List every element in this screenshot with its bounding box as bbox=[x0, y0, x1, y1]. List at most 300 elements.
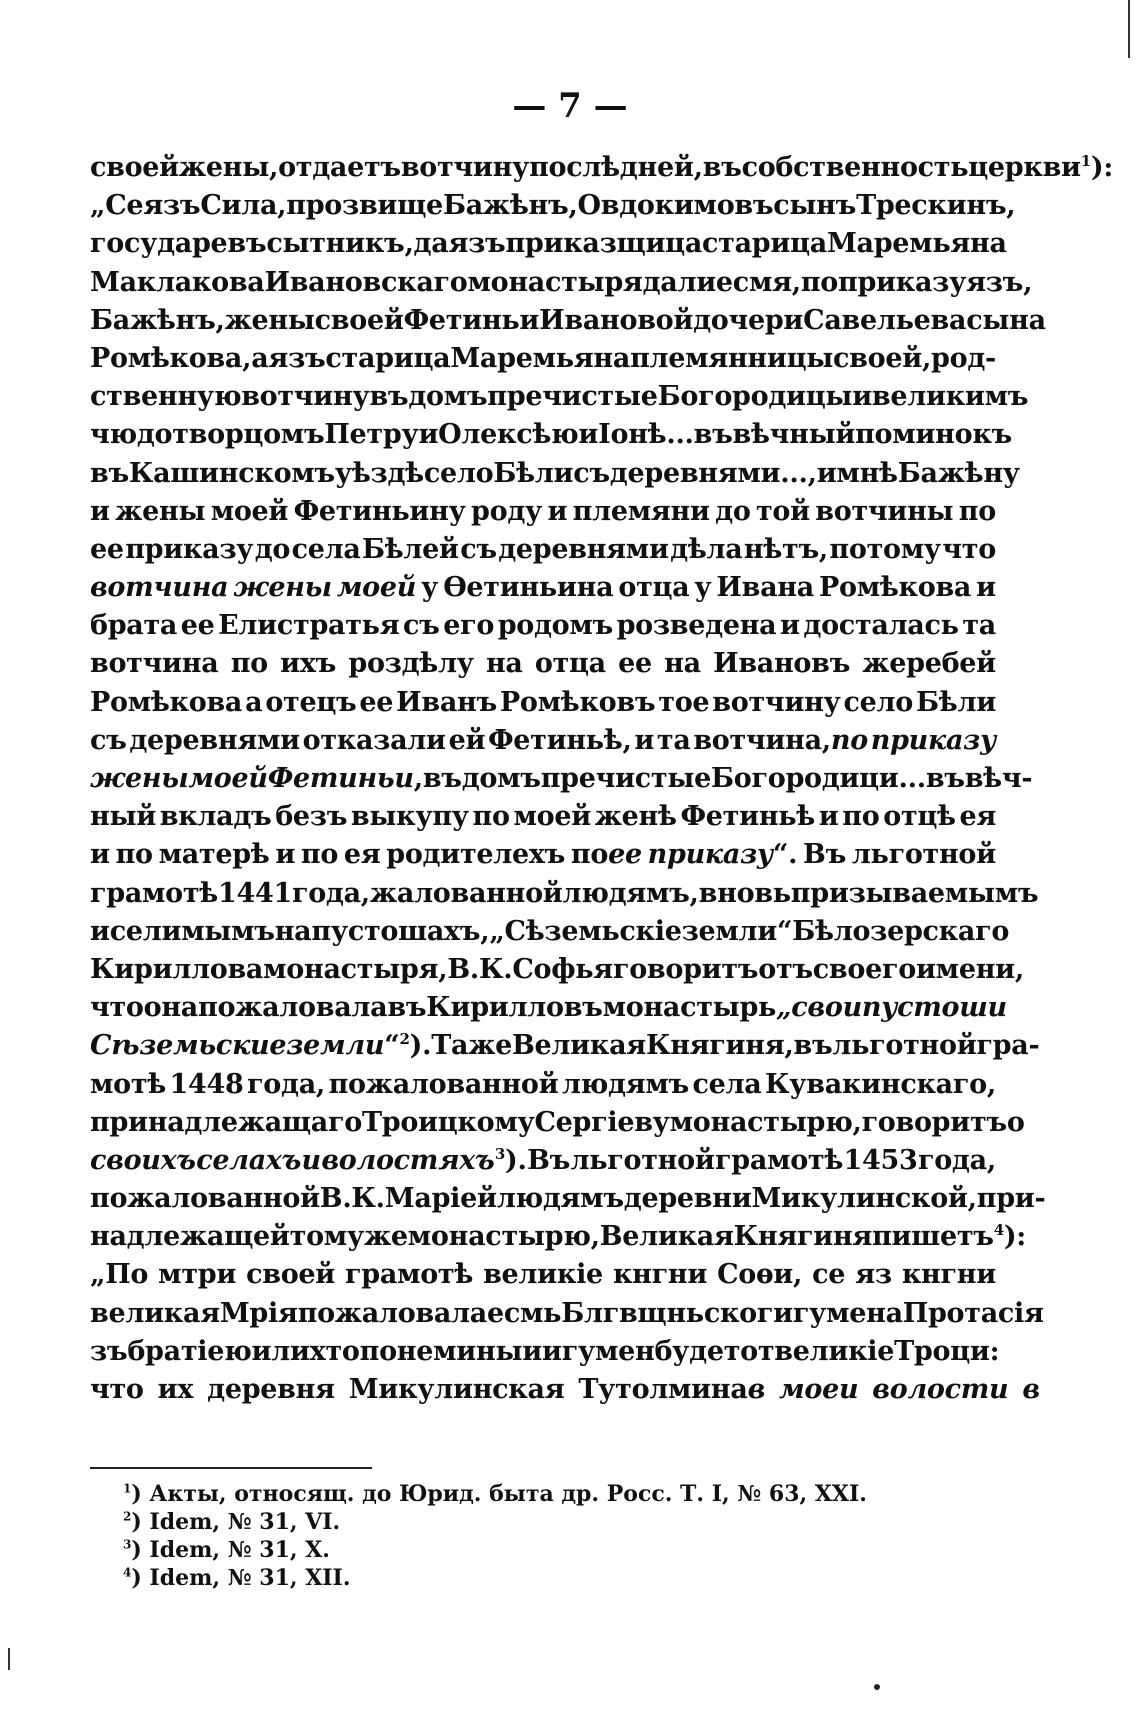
word bbox=[916, 687, 996, 718]
text-run: Фетиньи bbox=[403, 304, 540, 336]
word bbox=[460, 534, 497, 565]
text-run: грамотѣ bbox=[715, 1144, 844, 1176]
text-run: Великая bbox=[512, 1030, 646, 1062]
text-run: уѣздѣ bbox=[334, 457, 424, 489]
word bbox=[385, 1183, 497, 1214]
word bbox=[90, 534, 124, 565]
text-run: та bbox=[962, 610, 996, 642]
text-run: людямъ bbox=[561, 1068, 689, 1100]
text-run: Бажѣнъ, bbox=[90, 304, 225, 336]
word bbox=[468, 1030, 512, 1061]
word bbox=[90, 1030, 286, 1061]
text-run: ): bbox=[1003, 1221, 1026, 1253]
word bbox=[780, 610, 800, 641]
word bbox=[646, 1030, 794, 1061]
text-run: грамотѣ bbox=[90, 877, 218, 909]
text-run: и bbox=[852, 381, 872, 413]
word bbox=[670, 1107, 862, 1138]
word bbox=[462, 763, 541, 794]
word bbox=[827, 228, 1007, 259]
italic-text: и bbox=[301, 1144, 321, 1176]
word bbox=[448, 228, 505, 259]
scan-edge-mark bbox=[1128, 0, 1130, 58]
word bbox=[456, 1336, 542, 1367]
page-number: — 7 — bbox=[512, 86, 628, 126]
text-run: „По bbox=[90, 1259, 149, 1291]
word bbox=[324, 419, 418, 450]
word bbox=[495, 1145, 527, 1176]
text-run: людямъ bbox=[496, 1183, 624, 1215]
text-run: Ивановой bbox=[539, 304, 694, 336]
word bbox=[716, 572, 814, 603]
text-line bbox=[90, 496, 996, 534]
text-run: племяни bbox=[572, 495, 710, 527]
text-run: дѣла bbox=[670, 533, 743, 565]
text-run: отъ bbox=[758, 953, 813, 985]
text-run: сытникъ, bbox=[266, 228, 414, 260]
word bbox=[90, 725, 127, 756]
text-line bbox=[90, 152, 1114, 190]
word bbox=[286, 190, 443, 221]
word bbox=[110, 916, 275, 947]
text-run: ее bbox=[180, 610, 215, 642]
text-line bbox=[90, 1069, 996, 1107]
text-run: роздѣлу bbox=[348, 648, 474, 680]
text-run: жены bbox=[115, 495, 206, 527]
word bbox=[115, 496, 205, 527]
text-run: монастырю, bbox=[407, 1221, 600, 1253]
word bbox=[959, 496, 996, 527]
italic-text: волостяхъ bbox=[321, 1144, 495, 1176]
word bbox=[578, 1374, 765, 1405]
text-run: Бажѣнъ, bbox=[442, 190, 578, 222]
text-run: жеребей bbox=[862, 648, 996, 680]
word bbox=[794, 1030, 833, 1061]
word bbox=[512, 1030, 646, 1061]
word bbox=[90, 1107, 362, 1138]
italic-text: Сѣземьские bbox=[90, 1030, 287, 1062]
text-run: до bbox=[254, 533, 291, 565]
text-run: надлежащей bbox=[90, 1221, 290, 1253]
word bbox=[842, 801, 879, 832]
text-run: , bbox=[413, 763, 423, 794]
text-run: Иванъ bbox=[396, 686, 497, 718]
word bbox=[320, 1183, 352, 1214]
text-run: деревни bbox=[623, 1183, 752, 1215]
word bbox=[926, 763, 965, 794]
text-run: и bbox=[90, 495, 110, 527]
word bbox=[181, 610, 215, 641]
word bbox=[658, 381, 853, 412]
word bbox=[263, 954, 447, 985]
word bbox=[364, 1221, 408, 1252]
text-run: принадлежащаго bbox=[90, 1106, 362, 1138]
word bbox=[774, 1336, 894, 1367]
word bbox=[90, 305, 225, 336]
word bbox=[613, 1259, 707, 1290]
text-run: Ивана bbox=[716, 572, 814, 604]
text-run: потому bbox=[829, 533, 941, 565]
text-run: на bbox=[485, 648, 523, 680]
italic-text: „свои bbox=[776, 992, 862, 1024]
word bbox=[713, 648, 850, 679]
text-run: Троци: bbox=[894, 1335, 1000, 1367]
footnote bbox=[123, 1565, 867, 1593]
word bbox=[265, 687, 356, 718]
word bbox=[959, 801, 996, 832]
text-run: по bbox=[359, 1335, 397, 1367]
text-run: великая bbox=[90, 1297, 220, 1329]
text-run: будет bbox=[654, 1335, 741, 1367]
word bbox=[872, 381, 1028, 412]
text-run: своей, bbox=[833, 342, 932, 374]
text-run: Ромѣкова, bbox=[90, 342, 252, 374]
text-run: и bbox=[634, 724, 655, 756]
text-run: по bbox=[300, 839, 339, 871]
word bbox=[894, 1336, 999, 1367]
word bbox=[595, 801, 677, 832]
text-run: своей bbox=[314, 304, 404, 336]
text-run: тому bbox=[289, 1221, 364, 1253]
text-line bbox=[90, 1145, 996, 1183]
text-run: въ bbox=[793, 1030, 833, 1062]
text-run: своего bbox=[812, 953, 916, 985]
text-run: говоритъ bbox=[861, 1106, 1007, 1138]
text-run: деревнями bbox=[129, 724, 300, 756]
word bbox=[654, 1336, 740, 1367]
word bbox=[369, 381, 408, 412]
word bbox=[819, 572, 971, 603]
word bbox=[246, 1259, 335, 1290]
text-run: и bbox=[780, 610, 800, 642]
text-run: или bbox=[251, 1335, 310, 1367]
word bbox=[715, 496, 750, 527]
text-run: вкладъ bbox=[159, 801, 272, 833]
text-run: дали bbox=[642, 266, 716, 298]
text-run: по bbox=[230, 648, 268, 680]
word bbox=[902, 1259, 996, 1290]
text-run: пожалованной bbox=[328, 1068, 559, 1100]
word bbox=[610, 458, 817, 489]
text-run: игумена bbox=[773, 1297, 903, 1329]
text-run: Ивановскаго bbox=[264, 266, 468, 298]
word bbox=[976, 572, 996, 603]
word bbox=[414, 228, 449, 259]
text-line bbox=[90, 953, 1024, 992]
text-run: яз bbox=[855, 1259, 892, 1291]
word bbox=[321, 1145, 494, 1176]
word bbox=[493, 458, 573, 489]
text-run: домъ bbox=[408, 381, 488, 413]
text-run: Мрія bbox=[219, 1297, 298, 1329]
text-run: женѣ bbox=[594, 801, 677, 833]
word bbox=[872, 1374, 1008, 1405]
text-run: Въ bbox=[527, 1144, 571, 1176]
word bbox=[159, 839, 270, 870]
word bbox=[498, 534, 668, 565]
word bbox=[90, 1336, 127, 1367]
text-run: род- bbox=[931, 342, 996, 374]
word bbox=[883, 801, 955, 832]
text-run: мтри bbox=[158, 1259, 237, 1291]
text-run: и bbox=[275, 839, 296, 871]
text-run: поминокъ bbox=[855, 419, 1012, 451]
word bbox=[578, 419, 598, 450]
word bbox=[773, 190, 856, 221]
text-run: Бѣли bbox=[493, 457, 574, 489]
word bbox=[473, 801, 510, 832]
text-run: К. bbox=[478, 953, 513, 985]
text-run: имени, bbox=[915, 953, 1024, 985]
text-run: старица bbox=[325, 342, 451, 374]
text-line bbox=[90, 687, 996, 725]
text-line bbox=[90, 1259, 996, 1297]
word bbox=[408, 381, 487, 412]
word bbox=[310, 1336, 360, 1367]
text-run: Кашинскомъ bbox=[128, 457, 335, 489]
word bbox=[541, 763, 711, 794]
text-run: вновь bbox=[698, 877, 791, 909]
text-run: есмь bbox=[487, 1297, 562, 1329]
word bbox=[90, 801, 156, 832]
word bbox=[573, 458, 610, 489]
text-run: пожаловала bbox=[297, 1297, 487, 1329]
text-run: Маремьяна bbox=[450, 342, 631, 374]
word bbox=[803, 610, 958, 641]
word bbox=[233, 572, 331, 603]
word bbox=[158, 1259, 236, 1290]
footnote bbox=[123, 1509, 867, 1537]
text-run: деревня bbox=[207, 1374, 335, 1405]
word bbox=[618, 648, 652, 679]
text-run: въ bbox=[90, 457, 129, 489]
word bbox=[871, 725, 996, 756]
word bbox=[512, 954, 613, 985]
word bbox=[744, 534, 828, 565]
italic-text: Фетиньи bbox=[267, 763, 414, 794]
word bbox=[715, 1145, 843, 1176]
body-text bbox=[90, 152, 1114, 1412]
text-run: язъ bbox=[448, 228, 506, 260]
text-line bbox=[90, 190, 1016, 228]
footnote-text: ) Idem, № 31, VI. bbox=[131, 1509, 341, 1535]
text-run: Ромѣкова bbox=[90, 686, 243, 718]
word bbox=[862, 992, 1007, 1023]
word bbox=[618, 572, 689, 603]
text-run: братіею bbox=[127, 1335, 252, 1367]
word bbox=[90, 1259, 148, 1290]
word bbox=[170, 1069, 244, 1100]
word bbox=[603, 992, 862, 1023]
text-line bbox=[90, 419, 1012, 457]
text-run: монастыря, bbox=[263, 953, 448, 985]
text-run: по bbox=[958, 495, 996, 527]
word bbox=[315, 305, 404, 336]
text-run: Елистратья bbox=[218, 610, 400, 642]
text-run: ственную bbox=[90, 381, 242, 413]
word bbox=[657, 725, 691, 756]
word bbox=[90, 343, 251, 374]
word bbox=[733, 419, 856, 450]
word bbox=[218, 610, 399, 641]
text-run: въ bbox=[702, 152, 742, 183]
text-run: тое bbox=[658, 686, 710, 718]
word bbox=[335, 458, 424, 489]
word bbox=[648, 839, 798, 870]
word bbox=[779, 1374, 858, 1405]
text-run: вотчины bbox=[815, 495, 954, 527]
text-run: Ромѣкова bbox=[819, 572, 972, 604]
footnote-text: ) Idem, № 31, XII. bbox=[131, 1565, 351, 1591]
text-run: В. bbox=[447, 953, 479, 985]
text-run: Маклакова bbox=[90, 266, 265, 298]
word bbox=[90, 878, 218, 909]
word bbox=[699, 878, 791, 909]
word bbox=[421, 572, 438, 603]
text-run: Блгвщньског bbox=[561, 1297, 774, 1329]
word bbox=[962, 610, 996, 641]
word bbox=[403, 610, 440, 641]
text-run: моей bbox=[210, 495, 289, 527]
text-run: чюдотворцомъ bbox=[90, 419, 325, 451]
text-run: у bbox=[694, 572, 712, 604]
word bbox=[275, 839, 295, 870]
word bbox=[573, 496, 710, 527]
word bbox=[571, 1145, 715, 1176]
italic-text: ее bbox=[608, 839, 642, 871]
text-run: Великая bbox=[599, 1221, 734, 1253]
word bbox=[1022, 1374, 1039, 1405]
word bbox=[325, 343, 450, 374]
text-run: се bbox=[812, 1259, 846, 1291]
word bbox=[90, 954, 263, 985]
text-run: их bbox=[157, 1374, 194, 1405]
text-run: вотчину bbox=[400, 152, 530, 183]
word bbox=[487, 1298, 561, 1329]
text-run: послѣдней, bbox=[529, 152, 703, 183]
word bbox=[90, 458, 129, 489]
word bbox=[903, 1298, 1044, 1329]
word bbox=[423, 763, 462, 794]
text-run: у bbox=[421, 572, 439, 604]
word bbox=[571, 839, 642, 870]
text-run: Ѳетиньина bbox=[443, 572, 614, 604]
word bbox=[833, 343, 931, 374]
text-line bbox=[90, 228, 1007, 266]
word bbox=[143, 190, 200, 221]
footnote bbox=[123, 1481, 867, 1509]
word bbox=[90, 1298, 220, 1329]
text-run: селимымъ bbox=[109, 915, 275, 947]
text-run: его bbox=[443, 610, 495, 642]
text-run: ее bbox=[618, 648, 652, 680]
text-run: Бѣли bbox=[916, 686, 996, 718]
word bbox=[225, 305, 315, 336]
text-run: гра- bbox=[976, 1030, 1040, 1062]
text-run: и bbox=[976, 572, 996, 604]
word bbox=[268, 343, 325, 374]
text-run: Іонѣ... bbox=[598, 419, 694, 451]
word bbox=[693, 725, 868, 756]
word bbox=[968, 152, 1081, 183]
text-run: Савельева bbox=[803, 304, 967, 336]
text-run: приказу bbox=[125, 533, 254, 565]
text-run: Фетиньѣ, bbox=[487, 724, 632, 756]
word bbox=[534, 1107, 669, 1138]
text-run: сынъ bbox=[773, 190, 857, 222]
text-run: по bbox=[570, 839, 609, 871]
text-run: собственность bbox=[741, 152, 969, 183]
text-run: своей bbox=[246, 1259, 336, 1291]
text-line bbox=[90, 304, 1046, 343]
word bbox=[247, 1069, 325, 1100]
italic-text: своихъ bbox=[90, 1144, 196, 1176]
text-line bbox=[90, 1374, 1040, 1412]
text-run: села bbox=[291, 533, 361, 565]
word bbox=[734, 1221, 872, 1252]
text-run: и bbox=[547, 495, 568, 527]
text-run: своей bbox=[90, 152, 179, 183]
text-run: великимъ bbox=[871, 381, 1029, 413]
text-run: Княгиня, bbox=[645, 1030, 794, 1062]
word bbox=[600, 1221, 734, 1252]
footnote-ref: 3 bbox=[494, 1144, 506, 1163]
word bbox=[90, 228, 266, 259]
text-line bbox=[90, 343, 996, 381]
word bbox=[386, 839, 565, 870]
text-run: же bbox=[363, 1221, 408, 1253]
text-run: на bbox=[664, 648, 701, 680]
word bbox=[125, 534, 253, 565]
text-run: Богородици... bbox=[711, 763, 926, 794]
word bbox=[292, 534, 361, 565]
text-run: а bbox=[245, 686, 263, 718]
word bbox=[498, 610, 613, 641]
text-run: призываемымъ bbox=[790, 877, 1039, 909]
italic-text: жены bbox=[233, 572, 332, 604]
text-run: Кувакинскаго, bbox=[765, 1068, 996, 1100]
text-line bbox=[90, 763, 1033, 801]
word bbox=[280, 648, 336, 679]
word bbox=[158, 1374, 194, 1405]
text-line bbox=[90, 992, 1007, 1030]
word bbox=[198, 992, 387, 1023]
text-line bbox=[90, 648, 996, 686]
text-run: отецъ bbox=[265, 686, 357, 718]
word bbox=[90, 1374, 144, 1405]
word bbox=[344, 839, 381, 870]
text-run: монастырь bbox=[602, 992, 777, 1024]
text-run: жалованной bbox=[369, 877, 563, 909]
text-run: льготной bbox=[832, 1030, 977, 1062]
text-run: Петру bbox=[324, 419, 419, 451]
text-run: приказу bbox=[838, 266, 967, 298]
word bbox=[351, 801, 469, 832]
word bbox=[1007, 1107, 1025, 1138]
word bbox=[916, 954, 1024, 985]
text-run: до bbox=[715, 495, 751, 527]
footnote-ref: 1 bbox=[1080, 152, 1091, 170]
word bbox=[836, 458, 897, 489]
text-run: домъ bbox=[461, 763, 541, 794]
footnote bbox=[123, 1537, 867, 1565]
word bbox=[898, 458, 1020, 489]
word bbox=[360, 1336, 397, 1367]
word bbox=[862, 1107, 1007, 1138]
word bbox=[740, 1336, 774, 1367]
word bbox=[362, 534, 459, 565]
word bbox=[613, 954, 758, 985]
